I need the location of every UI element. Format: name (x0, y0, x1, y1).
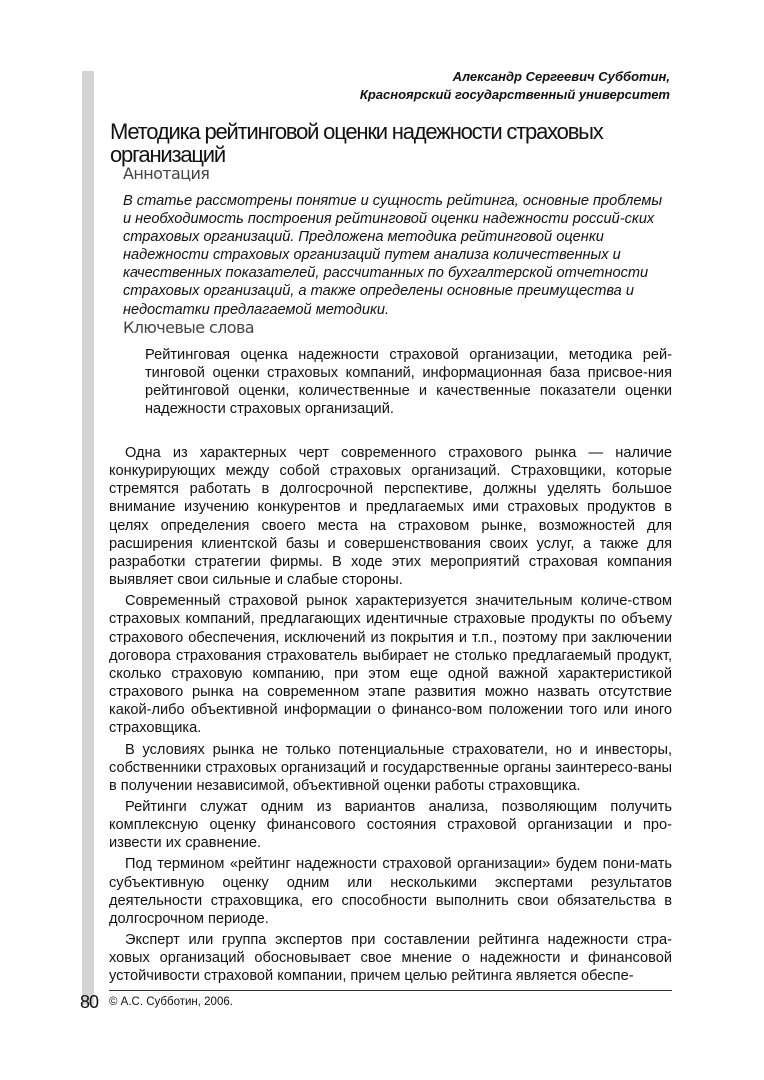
margin-bar (82, 71, 94, 1005)
page-number: 80 (80, 992, 99, 1012)
abstract-heading: Аннотация (123, 164, 210, 183)
keywords-heading: Ключевые слова (123, 318, 254, 337)
article-title: Методика рейтинговой оценки надежности страховых организаций (110, 119, 603, 167)
body-paragraph: Эксперт или группа экспертов при составлении рейтинга надежности стра-ховых организаций обосновывает свое мнение о надежности и финансовой устойчивости страховой компании, причем целью рейтинга является обеспе- (109, 932, 672, 985)
body-paragraph: Современный страховой рынок характеризуется значительным количе-ством страховых компаний, предлагающих идентичные страховые продукты по объему страхового обеспечения, исключений из покрытия и т.п., поэтому при заключении договора страхования страхователь выбирает не столько предлагаемый продукт, сколько страховую компанию, при этом еще одной важной характеристикой страхового рынка на современном этапе развития можно назвать отсутствие какой-либо объективной информации о финансо-вом положении того или иного страховщика. (109, 593, 672, 737)
copyright-notice: © А.С. Субботин, 2006. (109, 996, 233, 1008)
body-paragraph: Рейтинги служат одним из вариантов анализа, позволяющим получить комплексную оценку финансового состояния страховой организации и про-извести их сравнение. (109, 798, 672, 852)
author-name: Александр Сергеевич Субботин, (452, 69, 670, 84)
body-paragraph: В условиях рынка не только потенциальные страхователи, но и инвесторы, собственники страховых организаций и государственные органы заинтересо-ваны в получении независимой, объективной оценки работы страховщика. (109, 741, 672, 794)
abstract-text: В статье рассмотрены понятие и сущность рейтинга, основные проблемы и необходимость построения рейтинговой оценки надежности россий-ских страховых организаций. Предложена методика рейтинговой оценки надежности страховых организаций путем анализа количественных и качественных показателей, рассчитанных по бухгалтерской отчетности страховых организаций, а также определены основные преимущества и недостатки предлагаемой методики. (123, 193, 663, 318)
author-block (360, 68, 670, 104)
article-body (109, 444, 672, 989)
author-affiliation: Красноярский государственный университет (359, 87, 670, 102)
keywords-text: Рейтинговая оценка надежности страховой организации, методика рей-тинговой оценки страховых компаний, информационная база присвое-ния рейтинговой оценки, количественные и качественные показатели оценки надежности страховых организаций. (145, 347, 672, 418)
footer-divider (109, 990, 672, 991)
body-paragraph: Одна из характерных черт современного страхового рынка — наличие конкурирующих между собой страховых организаций. Страховщики, которые стремятся работать в долгосрочной перспективе, должны уделять большое внимание изучению конкурентов и предлагаемых ими страховых продуктов в целях определения своего места на страховом рынке, возможностей для расширения клиентской базы и совершенствования своих услуг, а также для разработки стратегии фирмы. В ходе этих мероприятий страховая компания выявляет свои сильные и слабые стороны. (109, 445, 672, 589)
body-paragraph: Под термином «рейтинг надежности страховой организации» будем пони-мать субъективную оценку одним или несколькими экспертами результатов деятельности страховщика, его способности выполнить свои обязательства в долгосрочном периоде. (109, 856, 672, 927)
